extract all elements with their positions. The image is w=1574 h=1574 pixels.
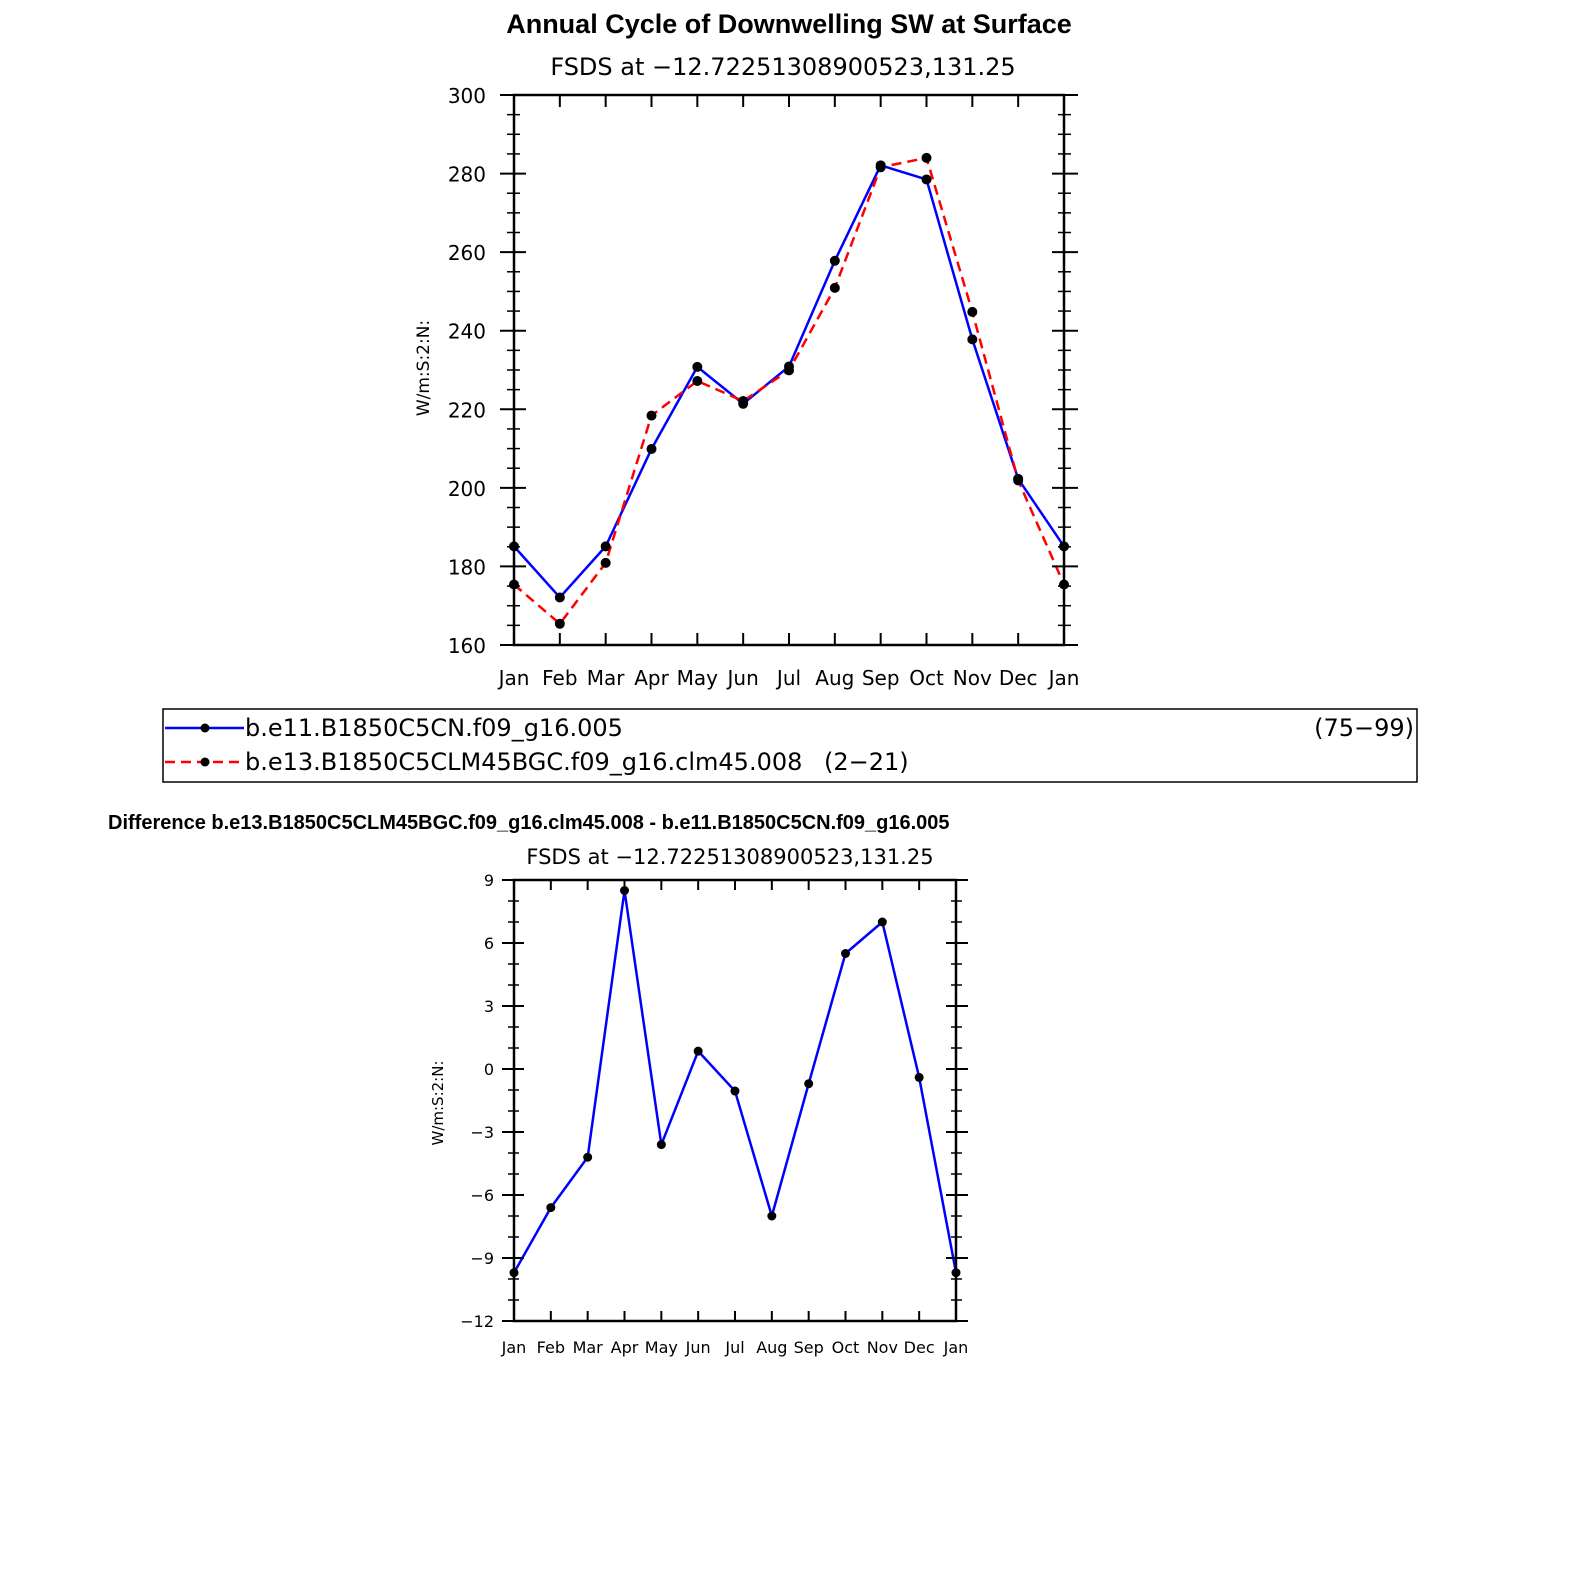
x-tick-label: Jul [725,1338,745,1357]
difference-plot-frame [514,880,956,1321]
y-tick-label: −12 [460,1312,494,1331]
legend-marker-1 [201,724,210,733]
data-point-series-1 [647,444,657,454]
y-tick-label: 180 [447,555,486,580]
annual-cycle-chart [414,9,1079,690]
difference-y-axis-label: W/m:S:2:N: [429,1060,447,1146]
data-point-series-2 [601,558,611,568]
x-tick-label: Mar [586,666,625,690]
y-tick-label: 220 [447,398,486,423]
data-point-series-2 [876,162,886,172]
y-tick-label: 200 [447,476,486,501]
data-point-series-2 [784,365,794,375]
x-tick-label: Sep [793,1338,824,1357]
data-point-series-2 [738,396,748,406]
x-tick-label: May [644,1338,678,1357]
data-point-series-1 [767,1212,776,1221]
x-tick-label: Jan [1048,666,1080,690]
y-tick-label: 9 [483,871,494,890]
data-point-series-1 [731,1087,740,1096]
y-tick-label: 160 [447,634,486,658]
data-point-series-2 [1013,475,1023,485]
data-point-series-1 [922,174,932,184]
y-tick-label: −9 [470,1249,494,1268]
legend-entry-1: b.e11.B1850C5CN.f09_g16.005 [245,714,623,742]
chart-title: Annual Cycle of Downwelling SW at Surface [506,9,1072,39]
x-tick-label: Apr [634,666,669,690]
difference-title: Difference b.e13.B1850C5CLM45BGC.f09_g16.clm45.008 - b.e11.B1850C5CN.f09_g16.005 [108,812,950,834]
data-point-series-1 [830,256,840,266]
data-point-series-2 [647,411,657,421]
x-tick-label: Nov [866,1338,898,1357]
legend-entry-2-years: (2−21) [824,748,909,776]
data-point-series-1 [583,1153,592,1162]
chart-subtitle: FSDS at −12.72251308900523,131.25 [550,53,1016,81]
y-tick-label: 6 [483,934,494,953]
x-tick-label: Aug [756,1338,788,1357]
x-tick-label: Feb [536,1338,565,1357]
data-point-series-1 [804,1079,813,1088]
data-point-series-2 [922,153,932,163]
y-tick-label: 280 [447,162,486,187]
y-tick-label: 300 [447,84,486,108]
legend-marker-2 [201,758,210,767]
x-tick-label: May [676,666,719,690]
data-point-series-1 [878,918,887,927]
x-tick-label: Jul [776,666,802,690]
legend-entry-1-years: (75−99) [1314,714,1414,742]
y-tick-label: −3 [470,1123,494,1142]
data-point-series-1 [841,949,850,958]
y-tick-label: 260 [447,241,486,266]
y-tick-label: 240 [447,319,486,344]
x-tick-label: Jun [727,666,759,690]
y-axis-label: W/m:S:2:N: [414,319,434,417]
data-point-series-1 [657,1140,666,1149]
x-tick-label: Jan [943,1338,969,1357]
series-line-1 [514,165,1064,597]
y-tick-label: 3 [483,997,494,1016]
data-point-series-2 [692,376,702,386]
y-tick-label: −6 [470,1186,494,1205]
x-tick-label: Jun [685,1338,711,1357]
difference-chart [108,812,968,1357]
legend [163,709,1417,782]
x-tick-label: Oct [909,666,944,690]
difference-subtitle: FSDS at −12.72251308900523,131.25 [526,845,934,869]
x-tick-label: Dec [903,1338,935,1357]
data-point-series-1 [967,334,977,344]
y-tick-label: 0 [483,1060,494,1079]
data-point-series-2 [555,619,565,629]
x-tick-label: Oct [831,1338,860,1357]
data-point-series-1 [915,1073,924,1082]
data-point-series-2 [967,307,977,317]
data-point-series-1 [601,541,611,551]
x-tick-label: Dec [998,666,1038,690]
x-tick-label: Sep [861,666,900,690]
x-tick-label: Jan [498,666,530,690]
data-point-series-1 [546,1203,555,1212]
x-tick-label: Apr [610,1338,639,1357]
series-line-2 [514,158,1064,624]
data-point-series-1 [555,592,565,602]
data-point-series-1 [694,1047,703,1056]
x-tick-label: Mar [572,1338,603,1357]
data-point-series-1 [692,362,702,372]
x-tick-label: Feb [542,666,578,690]
x-tick-label: Aug [815,666,855,690]
legend-entry-2: b.e13.B1850C5CLM45BGC.f09_g16.clm45.008 [245,748,803,776]
series-line-1 [514,891,956,1273]
data-point-series-2 [830,283,840,293]
x-tick-label: Jan [501,1338,527,1357]
x-tick-label: Nov [952,666,992,690]
